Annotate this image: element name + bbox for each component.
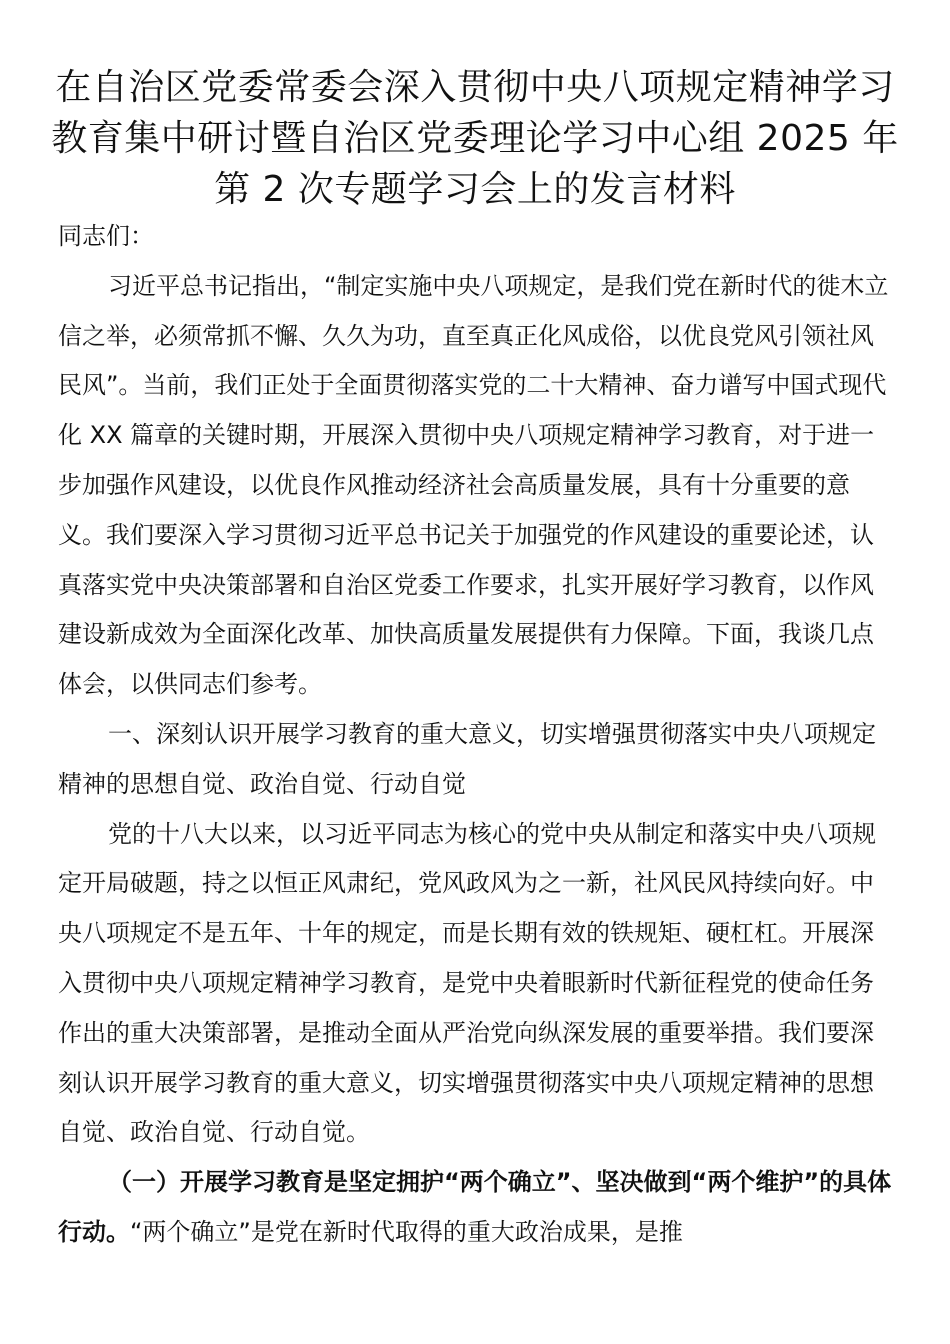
subsection-heading: （一）开展学习教育是坚定拥护“两个确立”、坚决做到“两个维护”的具体行动。 [58, 1168, 892, 1246]
paragraph-subsection-1 [58, 1158, 894, 1258]
subsection-text: “两个确立”是党在新时代取得的重大政治成果，是推 [130, 1217, 683, 1246]
paragraph-intro: 习近平总书记指出，“制定实施中央八项规定，是我们党在新时代的徙木立信之举，必须常抓不懈、久久为功，直至真正化风成俗，以优良党风引领社风民风”。当前，我们正处于全面贯彻落实党的二十大精神、奋力谱写中国式现代化 XX 篇章的关键时期，开展深入贯彻中央八项规定精神学习教育，对于进一步加强作风建设，以优良作风推动经济社会高质量发展，具有十分重要的意义。我们要深入学习贯彻习近平总书记关于加强党的作风建设的重要论述，认真落实党中央决策部署和自治区党委工作要求，扎实开展好学习教育，以作风建设新成效为全面深化改革、加快高质量发展提供有力保障。下面，我谈几点体会，以供同志们参考。 [58, 271, 889, 699]
document-title [48, 62, 902, 215]
section-heading-1: 一、深刻认识开展学习教育的重大意义，切实增强贯彻落实中央八项规定精神的思想自觉、政治自觉、行动自觉 [58, 719, 876, 798]
title-line-2: 教育集中研讨暨自治区党委理论学习中心组 2025 年 [51, 118, 899, 159]
title-line-1: 在自治区党委常委会深入贯彻中央八项规定精神学习 [55, 67, 895, 108]
salutation: 同志们： [58, 222, 154, 250]
paragraph-section-1: 党的十八大以来，以习近平同志为核心的党中央从制定和落实中央八项规定开局破题，持之以恒正风肃纪，党风政风为之一新，社风民风持续向好。中央八项规定不是五年、十年的规定，而是长期有效的铁规矩、硬杠杠。开展深入贯彻中央八项规定精神学习教育，是党中央着眼新时代新征程党的使命任务作出的重大决策部署，是推动全面从严治党向纵深发展的重要举措。我们要深刻认识开展学习教育的重大意义，切实增强贯彻落实中央八项规定精神的思想自觉、政治自觉、行动自觉。 [58, 819, 876, 1147]
document-body [58, 212, 894, 1258]
title-line-3: 第 2 次专题学习会上的发言材料 [214, 169, 736, 210]
